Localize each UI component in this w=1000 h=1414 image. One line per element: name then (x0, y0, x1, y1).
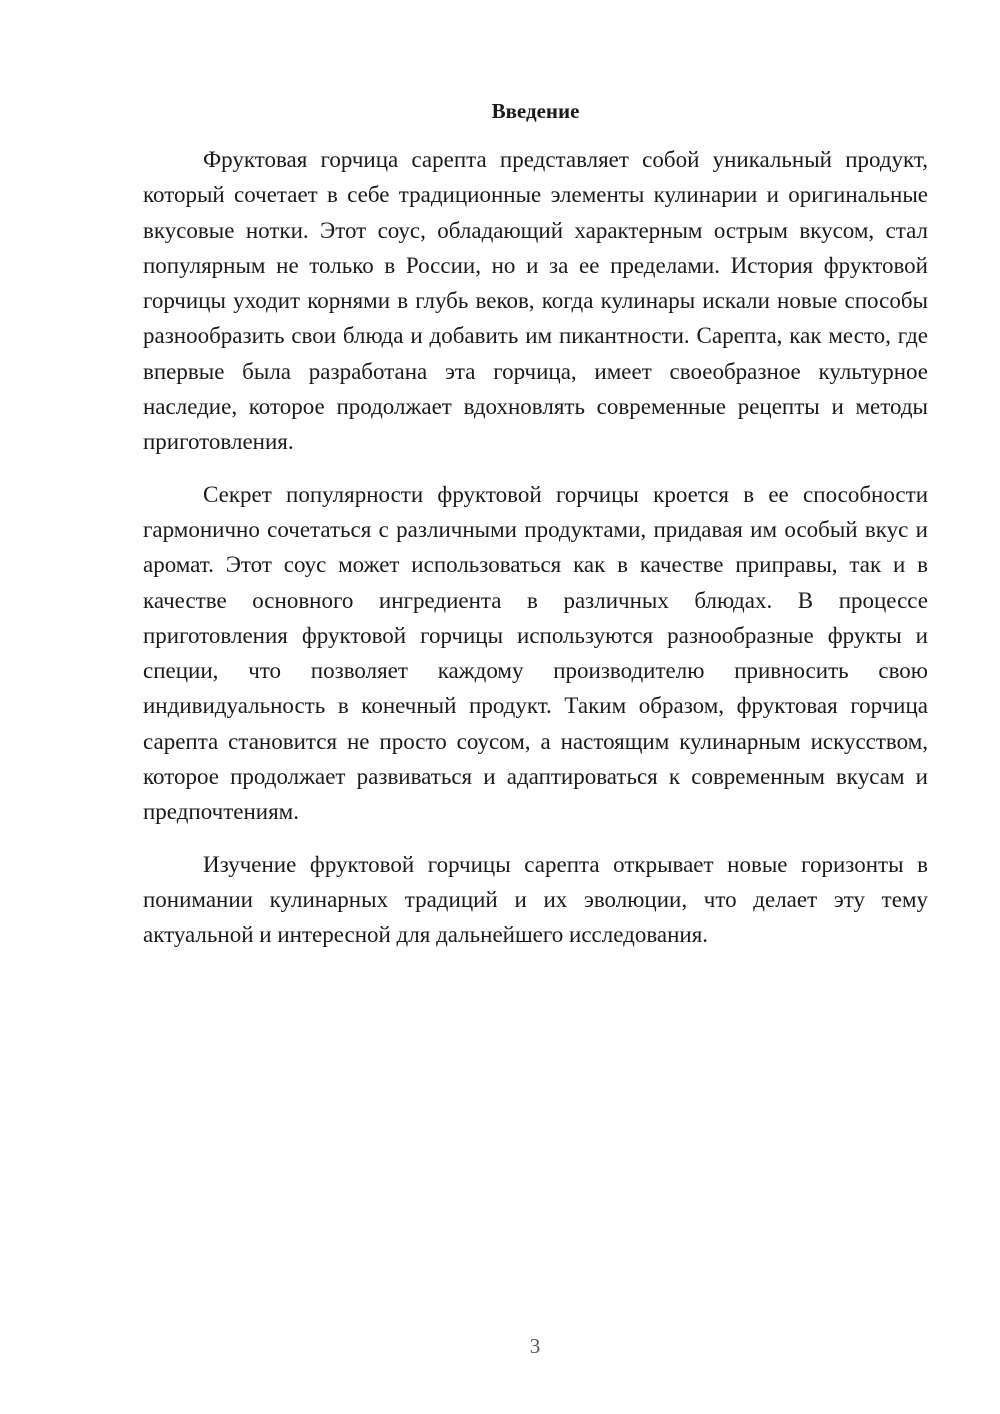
section-heading: Введение (491, 99, 580, 123)
body-text (143, 142, 928, 970)
page-number: 3 (529, 1334, 541, 1358)
paragraph-1: Фруктовая горчица сарепта представляет собой уникальный продукт, который сочетает в себе традиционные элементы кулинарии и оригинальные вкусовые нотки. Этот соус, обладающий характерным острым вкусом, стал популярным не только в России, но и за ее пределами. История фруктовой горчицы уходит корнями в глубь веков, когда кулинары искали новые способы разнообразить свои блюда и добавить им пикантности. Сарепта, как место, где впервые была разработана эта горчица, имеет своеобразное культурное наследие, которое продолжает вдохновлять современные рецепты и методы приготовления. (143, 147, 928, 455)
paragraph-3: Изучение фруктовой горчицы сарепта открывает новые горизонты в понимании кулинарных традиций и их эволюции, что делает эту тему актуальной и интересной для дальнейшего исследования. (143, 851, 928, 948)
paragraph-2: Секрет популярности фруктовой горчицы кроется в ее способности гармонично сочетаться с различными продуктами, придавая им особый вкус и аромат. Этот соус может использоваться как в качестве приправы, так и в качестве основного ингредиента в различных блюдах. В процессе приготовления фруктовой горчицы используются разнообразные фрукты и специи, что позволяет каждому производителю привносить свою индивидуальность в конечный продукт. Таким образом, фруктовая горчица сарепта становится не просто соусом, а настоящим кулинарным искусством, которое продолжает развиваться и адаптироваться к современным вкусам и предпочтениям. (143, 481, 928, 825)
